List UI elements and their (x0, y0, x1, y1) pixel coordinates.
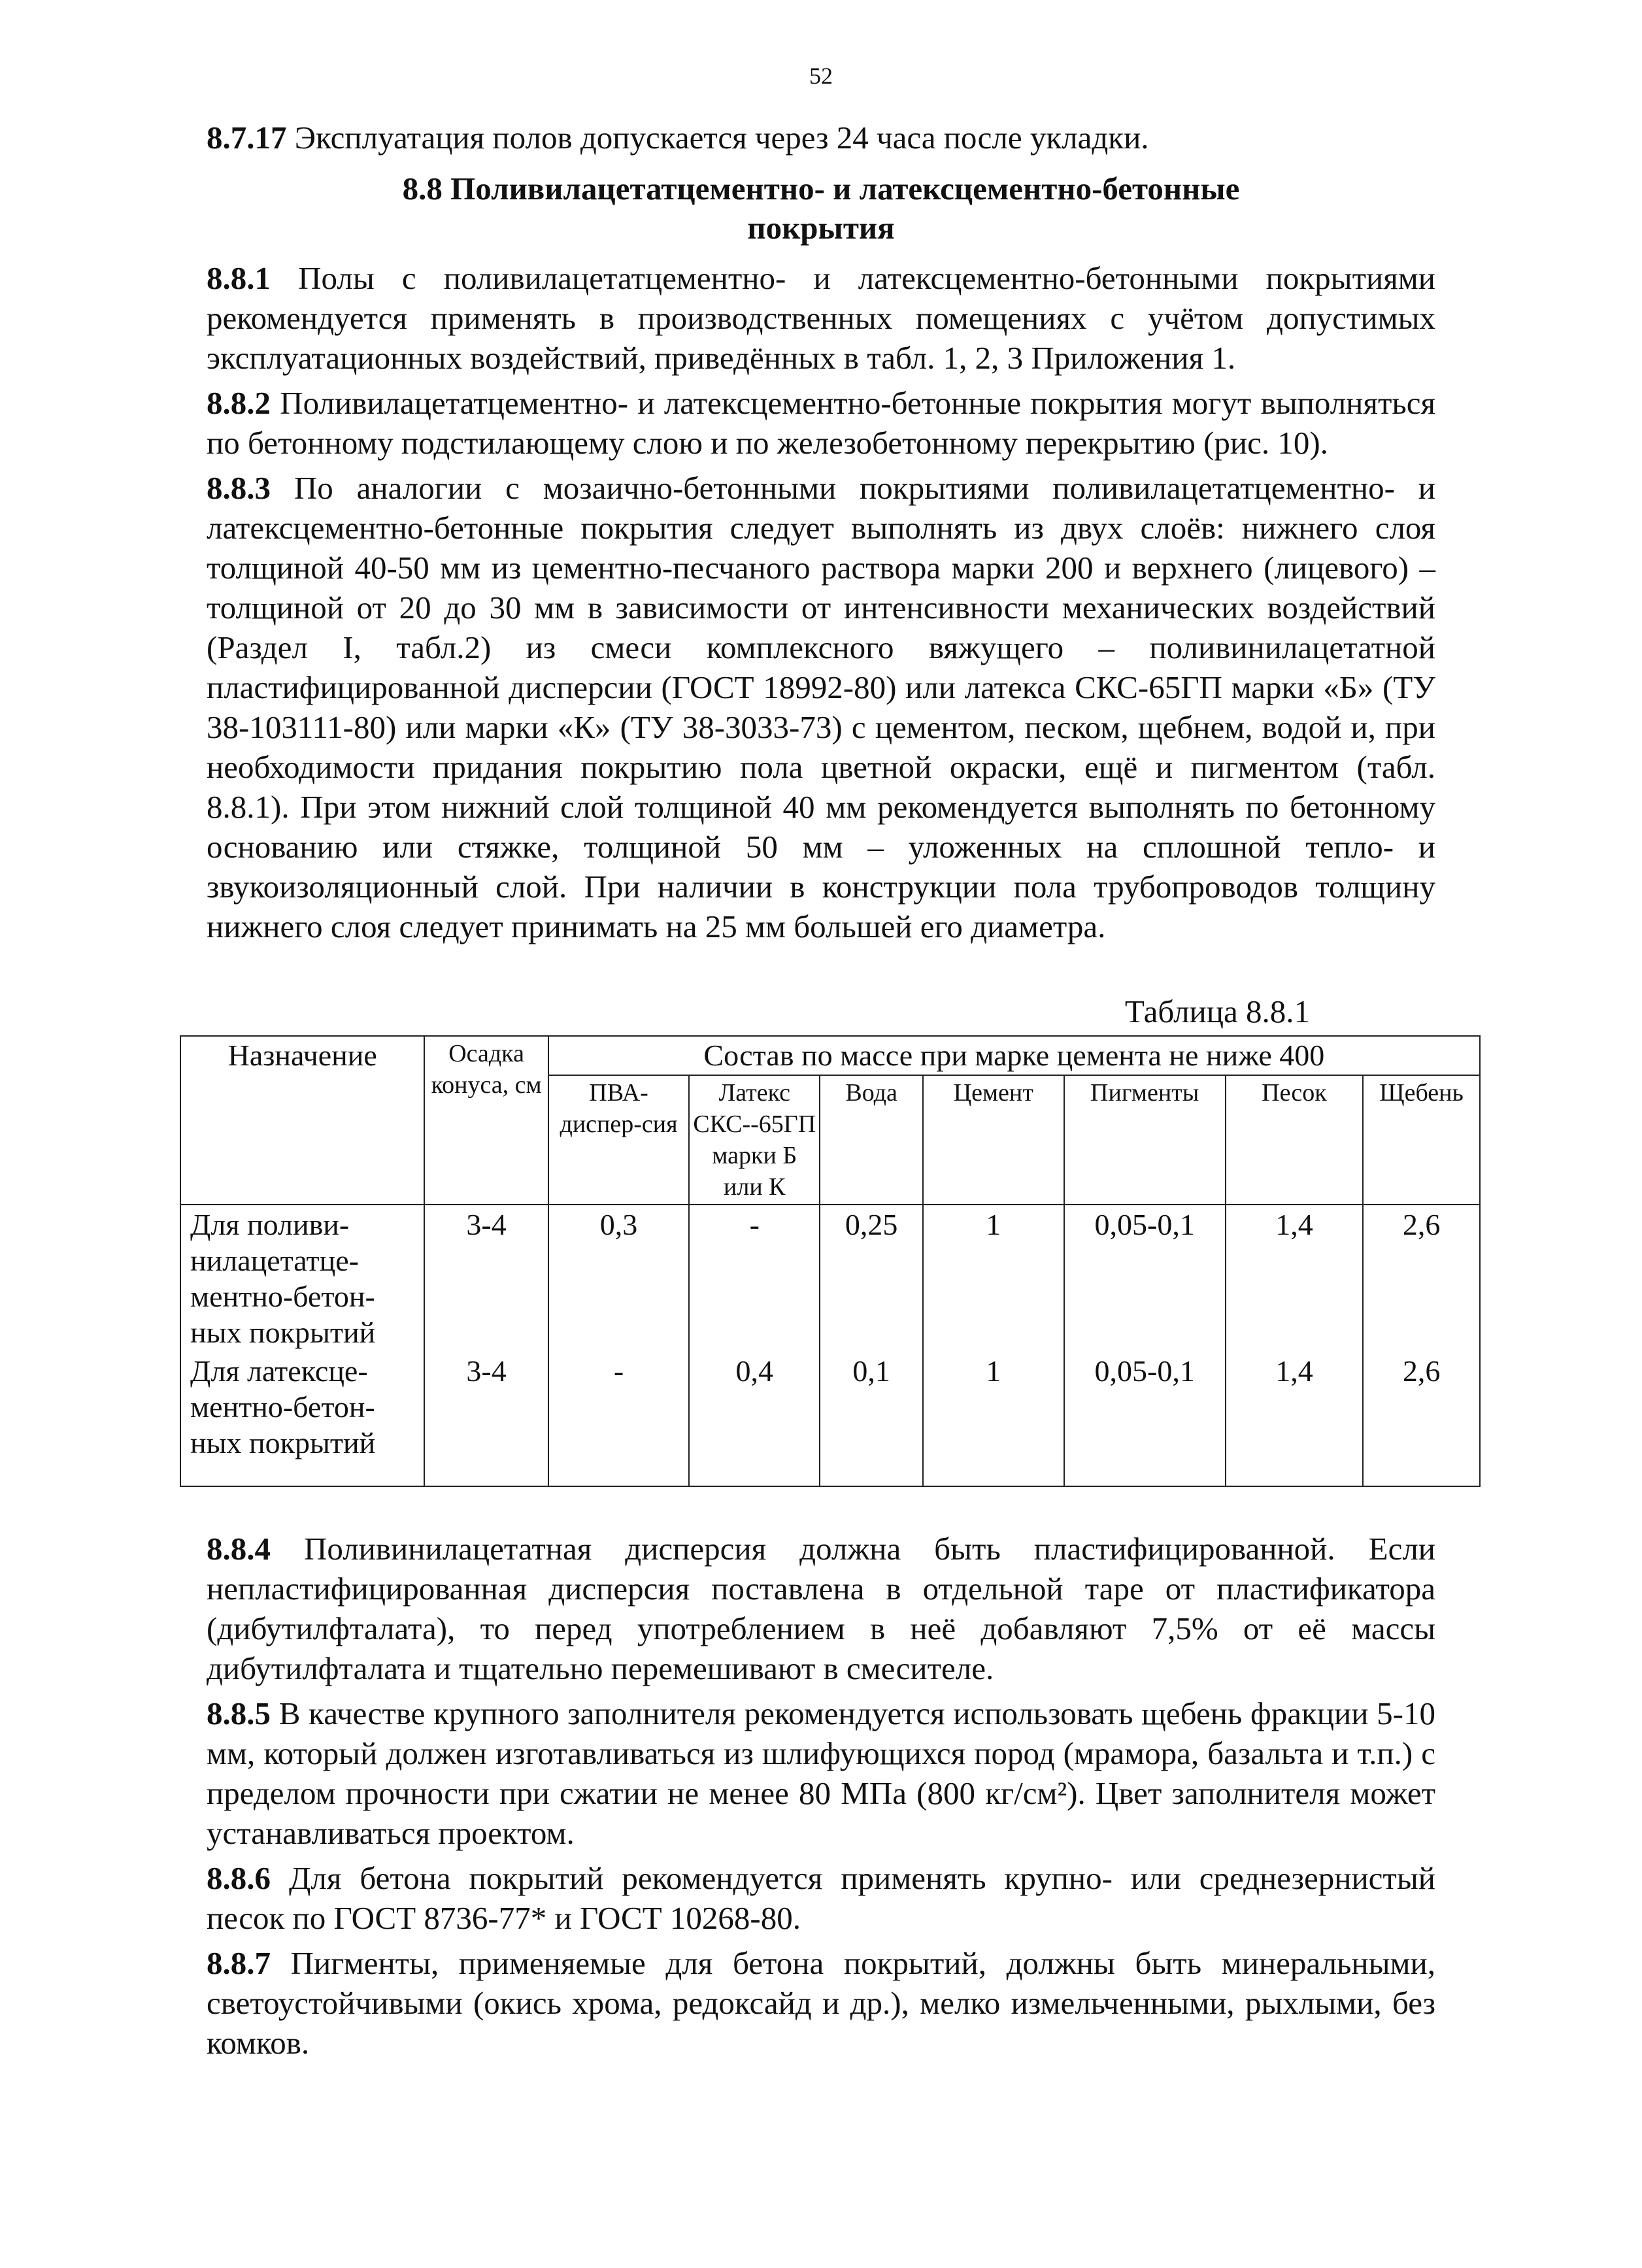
paragraph-text: Полы с поливилацетатцементно- и латексцементно-бетонными покрытиями рекомендуется применять в производственных помещениях с учётом допустимых эксплуатационных воздействий, приведённых в табл. 1, 2, 3 Приложения 1. (207, 260, 1435, 376)
paragraph-number: 8.8.2 (207, 385, 271, 421)
paragraph-8-8-1 (207, 258, 1435, 378)
header-cone-slump: Осадка конуса, см (424, 1036, 548, 1205)
paragraph-8-8-2 (207, 383, 1435, 463)
paragraph-text: По аналогии с мозаично-бетонными покрытиями поливилацетатцементно- и латексцементно-бетонные покрытия следует выполнять из двух слоёв: нижнего слоя толщиной 40-50 мм из цементно-песчаного раствора марки 200 и верхнего (лицевого) – толщиной от 20 до 30 мм в зависимости от интенсивности механических воздействий (Раздел I, табл.2) из смеси комплексного вяжущего – поливинилацетатной пластифицированной дисперсии (ГОСТ 18992-80) или латекса СКС-65ГП марки «Б» (ТУ 38-103111-80) или марки «К» (ТУ 38-3033-73) с цементом, песком, щебнем, водой и, при необходимости придания покрытию пола цветной окраски, ещё и пигментом (табл. 8.8.1). При этом нижний слой толщиной 40 мм рекомендуется выполнять по бетонному основанию или стяжке, толщиной 50 мм – уложенных на сплошной тепло- и звукоизоляционный слой. При наличии в конструкции пола трубопроводов толщину нижнего слоя следует принимать на 25 мм большей его диаметра. (207, 470, 1435, 944)
row-sand: 1,4 (1226, 1352, 1363, 1486)
row-purpose: Для латексце-ментно-бетон-ных покрытий (180, 1352, 424, 1486)
header-composition-group: Состав по массе при марке цемента не ниже 400 (548, 1036, 1480, 1075)
paragraph-text: Для бетона покрытий рекомендуется применять крупно- или среднезернистый песок по ГОСТ 8736-77* и ГОСТ 10268-80. (207, 1860, 1435, 1936)
page-number: 52 (809, 63, 833, 89)
row-water: 0,1 (820, 1352, 923, 1486)
row-gravel: 2,6 (1363, 1352, 1480, 1486)
paragraph-text: Поливинилацетатная дисперсия должна быть пластифицированной. Если непластифицированная дисперсия поставлена в отдельной таре от пластификатора (дибутилфталата), то перед употреблением в неё добавляют 7,5% от её массы дибутилфталата и тщательно перемешивают в смесителе. (207, 1531, 1435, 1686)
header-pva: ПВА-диспер-сия (548, 1075, 690, 1205)
paragraph-text: Эксплуатация полов допускается через 24 часа после укладки. (286, 120, 1149, 156)
header-water: Вода (820, 1075, 923, 1205)
table-row (180, 1205, 1480, 1352)
header-cement: Цемент (923, 1075, 1064, 1205)
paragraph-text: Пигменты, применяемые для бетона покрытий, должны быть минеральными, светоустойчивыми (окись хрома, редоксайд и др.), мелко измельченными, рыхлыми, без комков. (207, 1945, 1435, 2061)
header-gravel: Щебень (1363, 1075, 1480, 1205)
row-water: 0,25 (820, 1205, 923, 1352)
paragraph-number: 8.8.7 (207, 1945, 271, 1981)
top-text (190, 118, 1464, 2068)
paragraph-number: 8.7.17 (207, 120, 287, 156)
row-latex: - (689, 1205, 820, 1352)
paragraph-number: 8.8.1 (207, 260, 271, 296)
row-cement: 1 (923, 1352, 1064, 1486)
paragraph-8-8-4 (207, 1529, 1435, 1688)
paragraph-number: 8.8.4 (207, 1531, 271, 1567)
row-gravel: 2,6 (1363, 1205, 1480, 1352)
row-purpose: Для поливи-нилацетатце-ментно-бетон-ных покрытий (180, 1205, 424, 1352)
section-heading-line2: покрытия (747, 210, 895, 246)
row-slump: 3-4 (424, 1352, 548, 1486)
paragraph-8-8-5 (207, 1693, 1435, 1853)
header-purpose: Назначение (180, 1036, 424, 1205)
paragraph-8-8-6 (207, 1858, 1435, 1938)
row-cement: 1 (923, 1205, 1064, 1352)
paragraph-number: 8.8.6 (207, 1860, 271, 1896)
section-heading-line1: 8.8 Поливилацетатцементно- и латексцементно-бетонные (402, 171, 1240, 207)
row-sand: 1,4 (1226, 1205, 1363, 1352)
header-latex: Латекс СКС--65ГП марки Б или К (689, 1075, 820, 1205)
row-slump: 3-4 (424, 1205, 548, 1352)
paragraph-number: 8.8.3 (207, 470, 271, 506)
paragraph-text: Поливилацетатцементно- и латексцементно-бетонные покрытия могут выполняться по бетонному подстилающему слою и по железобетонному перекрытию (рис. 10). (207, 385, 1435, 461)
row-pva: 0,3 (548, 1205, 690, 1352)
section-heading (207, 169, 1435, 248)
table-caption: Таблица 8.8.1 (1124, 993, 1310, 1029)
paragraph-8-8-3 (207, 468, 1435, 946)
row-latex: 0,4 (689, 1352, 820, 1486)
paragraph-text: В качестве крупного заполнителя рекомендуется использовать щебень фракции 5-10 мм, который должен изготавливаться из шлифующихся пород (мрамора, базальта и т.п.) с пределом прочности при сжатии не менее 80 МПа (800 кг/см²). Цвет заполнителя может устанавливаться проектом. (207, 1695, 1435, 1851)
table-row (180, 1352, 1480, 1486)
header-sand: Песок (1226, 1075, 1363, 1205)
header-pigments: Пигменты (1064, 1075, 1226, 1205)
paragraph-number: 8.8.5 (207, 1695, 271, 1731)
paragraph-8-8-7 (207, 1943, 1435, 2063)
composition-table (180, 1035, 1481, 1487)
row-pigments: 0,05-0,1 (1064, 1352, 1226, 1486)
table-header-row-1 (180, 1036, 1480, 1075)
paragraph-8-7-17 (207, 118, 1435, 158)
row-pva: - (548, 1352, 690, 1486)
row-pigments: 0,05-0,1 (1064, 1205, 1226, 1352)
